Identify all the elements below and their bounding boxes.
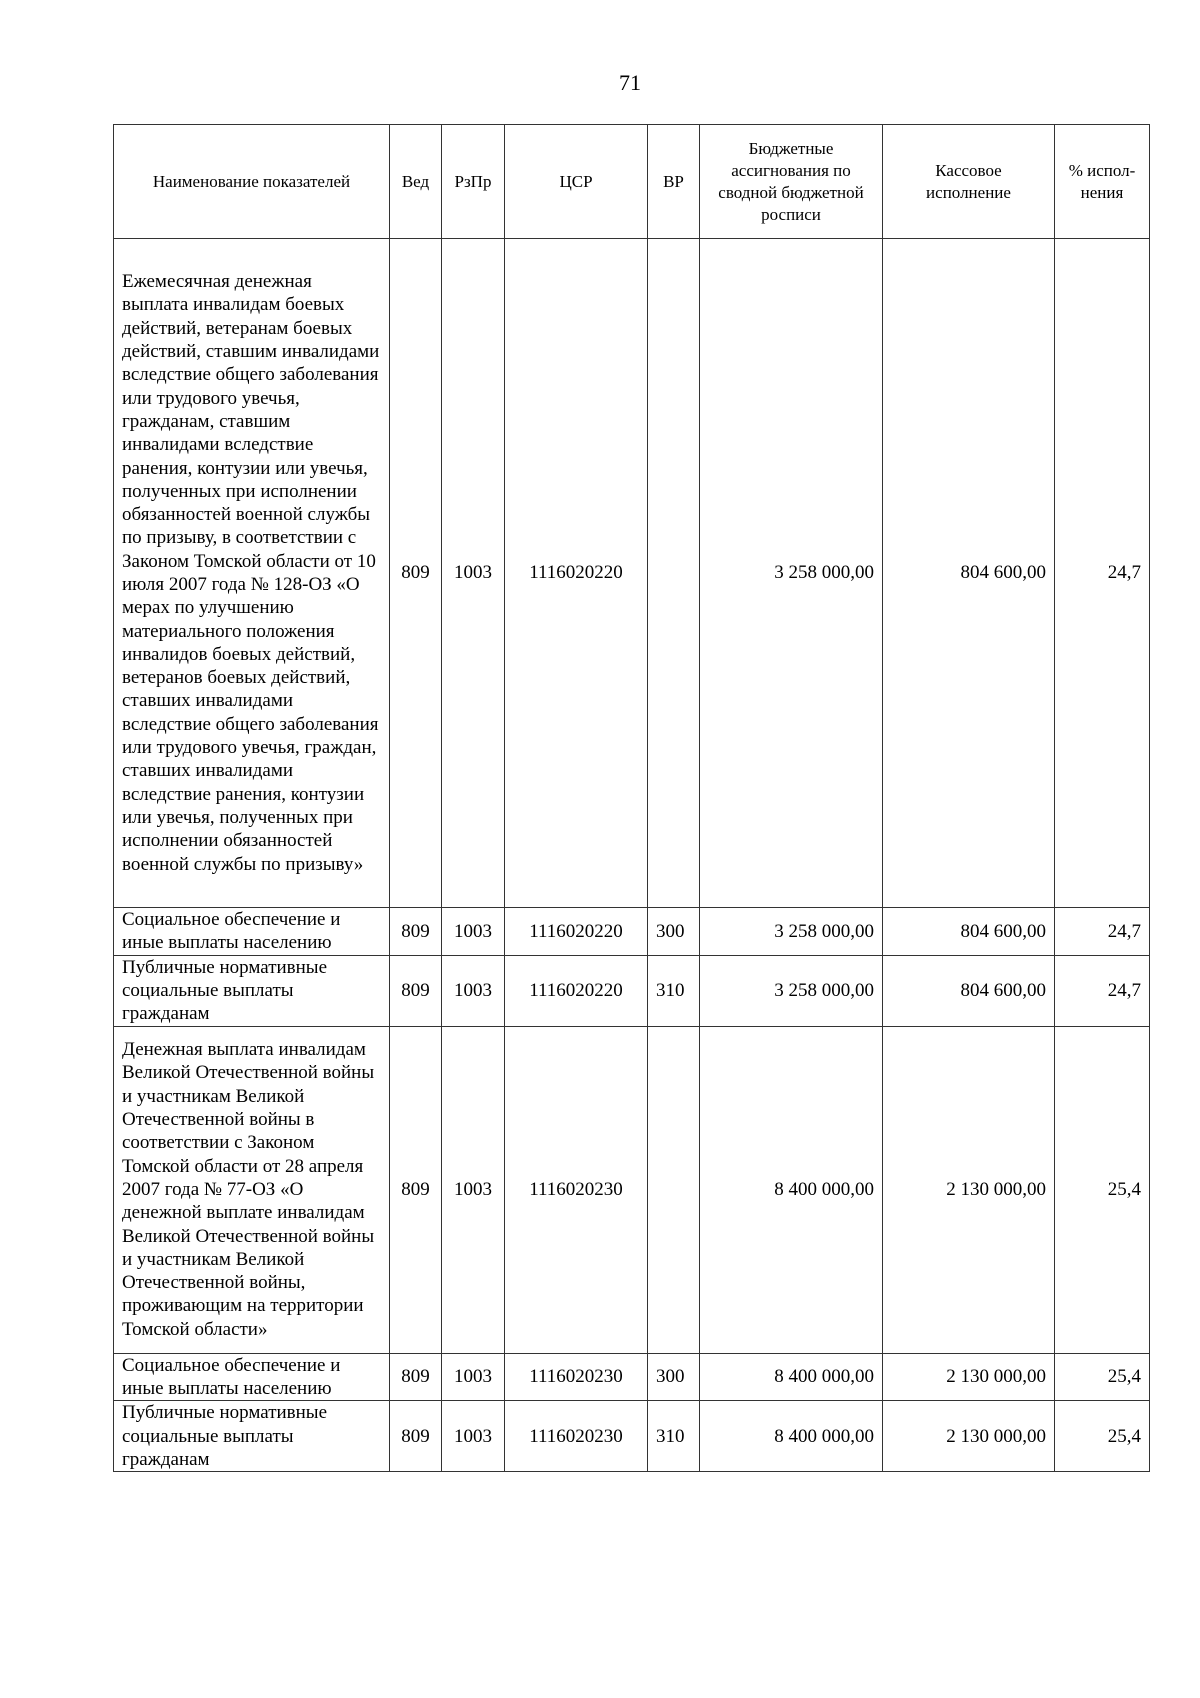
header-row bbox=[114, 125, 1150, 239]
header-name: Наименование показателей bbox=[114, 125, 390, 239]
row-csr: 1116020220 bbox=[505, 955, 648, 1026]
table-row bbox=[114, 1401, 1150, 1472]
row-name: Публичные нормативные социальные выплаты гражданам bbox=[114, 955, 390, 1026]
header-ved: Вед bbox=[390, 125, 442, 239]
row-rzpr: 1003 bbox=[442, 1401, 505, 1472]
header-budget: Бюджетные ассигнования по сводной бюджетной росписи bbox=[700, 125, 883, 239]
table-row bbox=[114, 1026, 1150, 1353]
row-csr: 1116020230 bbox=[505, 1026, 648, 1353]
row-ved: 809 bbox=[390, 908, 442, 956]
row-budget: 3 258 000,00 bbox=[700, 955, 883, 1026]
row-ved: 809 bbox=[390, 1401, 442, 1472]
row-vr: 300 bbox=[648, 908, 700, 956]
row-rzpr: 1003 bbox=[442, 1026, 505, 1353]
row-percent: 25,4 bbox=[1055, 1401, 1150, 1472]
row-name: Публичные нормативные социальные выплаты гражданам bbox=[114, 1401, 390, 1472]
page-number: 71 bbox=[619, 70, 641, 95]
header-percent: % испол-нения bbox=[1055, 125, 1150, 239]
row-budget: 3 258 000,00 bbox=[700, 908, 883, 956]
row-csr: 1116020220 bbox=[505, 908, 648, 956]
row-name: Денежная выплата инвалидам Великой Отечественной войны и участникам Великой Отечественной войны в соответствии с Законом Томской области от 28 апреля 2007 года № 77-ОЗ «О денежной выплате инвалидам Великой Отечественной войны и участникам Великой Отечественной войны, проживающим на территории Томской области» bbox=[114, 1026, 390, 1353]
row-csr: 1116020230 bbox=[505, 1353, 648, 1401]
row-cash: 2 130 000,00 bbox=[883, 1353, 1055, 1401]
row-ved: 809 bbox=[390, 239, 442, 908]
row-ved: 809 bbox=[390, 1353, 442, 1401]
header-cash: Кассовое исполнение bbox=[883, 125, 1055, 239]
header-rzpr: РзПр bbox=[442, 125, 505, 239]
row-percent: 25,4 bbox=[1055, 1353, 1150, 1401]
header-vr: ВР bbox=[648, 125, 700, 239]
row-rzpr: 1003 bbox=[442, 1353, 505, 1401]
row-cash: 2 130 000,00 bbox=[883, 1026, 1055, 1353]
row-percent: 24,7 bbox=[1055, 908, 1150, 956]
row-percent: 24,7 bbox=[1055, 955, 1150, 1026]
table-row bbox=[114, 1353, 1150, 1401]
row-ved: 809 bbox=[390, 955, 442, 1026]
row-csr: 1116020230 bbox=[505, 1401, 648, 1472]
row-vr bbox=[648, 1026, 700, 1353]
table-row bbox=[114, 908, 1150, 956]
row-name: Социальное обеспечение и иные выплаты населению bbox=[114, 1353, 390, 1401]
row-percent: 25,4 bbox=[1055, 1026, 1150, 1353]
budget-execution-table bbox=[113, 124, 1150, 1472]
row-vr: 310 bbox=[648, 955, 700, 1026]
row-cash: 2 130 000,00 bbox=[883, 1401, 1055, 1472]
header-csr: ЦСР bbox=[505, 125, 648, 239]
row-name: Социальное обеспечение и иные выплаты населению bbox=[114, 908, 390, 956]
row-rzpr: 1003 bbox=[442, 239, 505, 908]
row-vr: 310 bbox=[648, 1401, 700, 1472]
row-rzpr: 1003 bbox=[442, 955, 505, 1026]
row-budget: 8 400 000,00 bbox=[700, 1401, 883, 1472]
row-budget: 8 400 000,00 bbox=[700, 1353, 883, 1401]
row-budget: 3 258 000,00 bbox=[700, 239, 883, 908]
row-percent: 24,7 bbox=[1055, 239, 1150, 908]
row-rzpr: 1003 bbox=[442, 908, 505, 956]
row-budget: 8 400 000,00 bbox=[700, 1026, 883, 1353]
row-cash: 804 600,00 bbox=[883, 955, 1055, 1026]
row-cash: 804 600,00 bbox=[883, 239, 1055, 908]
table-row bbox=[114, 239, 1150, 908]
row-ved: 809 bbox=[390, 1026, 442, 1353]
row-vr bbox=[648, 239, 700, 908]
row-vr: 300 bbox=[648, 1353, 700, 1401]
row-cash: 804 600,00 bbox=[883, 908, 1055, 956]
row-name: Ежемесячная денежная выплата инвалидам боевых действий, ветеранам боевых действий, ставшим инвалидами вследствие общего заболевания или трудового увечья, гражданам, ставшим инвалидами вследствие ранения, контузии или увечья, полученных при исполнении обязанностей военной службы по призыву, в соответствии с Законом Томской области от 10 июля 2007 года № 128-ОЗ «О мерах по улучшению материального положения инвалидов боевых действий, ветеранов боевых действий, ставших инвалидами вследствие общего заболевания или трудового увечья, граждан, ставших инвалидами вследствие ранения, контузии или увечья, полученных при исполнении обязанностей военной службы по призыву» bbox=[114, 239, 390, 908]
table-row bbox=[114, 955, 1150, 1026]
row-csr: 1116020220 bbox=[505, 239, 648, 908]
